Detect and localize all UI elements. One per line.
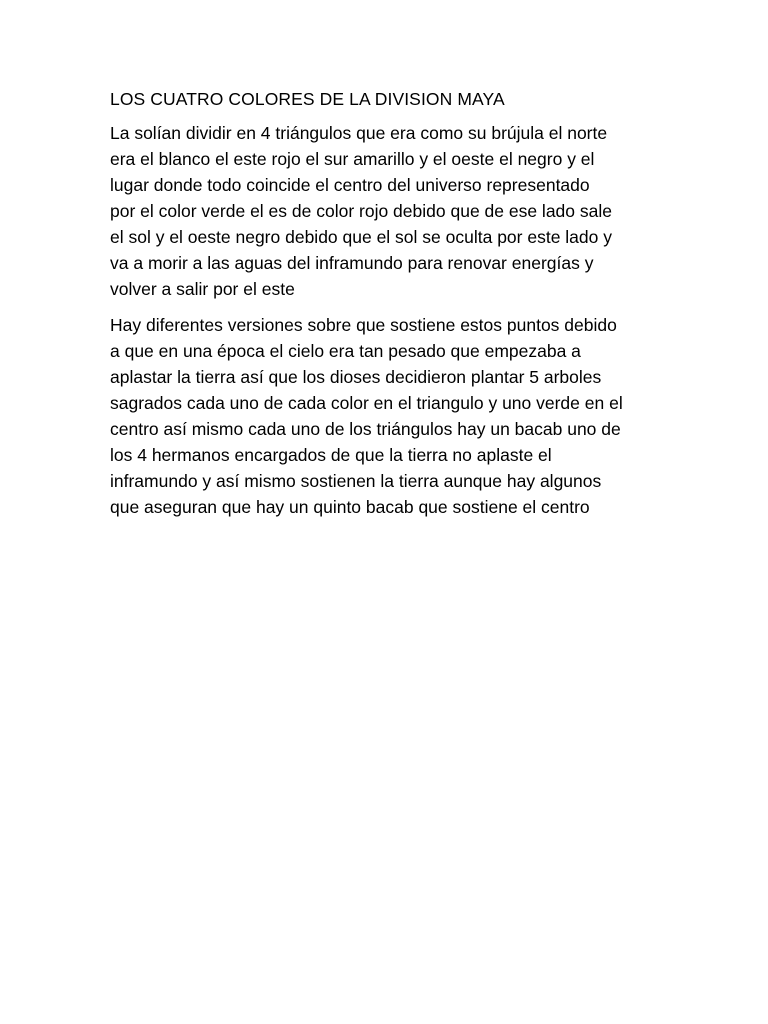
paragraph-line: que aseguran que hay un quinto bacab que sostiene el centro (110, 497, 590, 517)
paragraph-line: a que en una época el cielo era tan pesado que empezaba a (110, 341, 581, 361)
paragraph-line: los 4 hermanos encargados de que la tierra no aplaste el (110, 445, 552, 465)
paragraph-line: va a morir a las aguas del inframundo para renovar energías y (110, 253, 594, 273)
paragraph-line: inframundo y así mismo sostienen la tierra aunque hay algunos (110, 471, 602, 491)
paragraph-line: sagrados cada uno de cada color en el triangulo y uno verde en el (110, 393, 623, 413)
paragraph-2 (110, 312, 670, 520)
document-title: LOS CUATRO COLORES DE LA DIVISION MAYA (110, 89, 505, 109)
paragraph-line: era el blanco el este rojo el sur amarillo y el oeste el negro y el (110, 149, 595, 169)
paragraph-line: lugar donde todo coincide el centro del universo representado (110, 175, 590, 195)
paragraph-line: centro así mismo cada uno de los triángulos hay un bacab uno de (110, 419, 621, 439)
paragraph-line: aplastar la tierra así que los dioses decidieron plantar 5 arboles (110, 367, 602, 387)
paragraph-line: La solían dividir en 4 triángulos que era como su brújula el norte (110, 123, 608, 143)
paragraph-line: volver a salir por el este (110, 279, 295, 299)
paragraph-line: por el color verde el es de color rojo debido que de ese lado sale (110, 201, 612, 221)
document-body (110, 86, 670, 530)
paragraph-1 (110, 120, 670, 302)
paragraph-line: Hay diferentes versiones sobre que sostiene estos puntos debido (110, 315, 617, 335)
paragraph-line: el sol y el oeste negro debido que el sol se oculta por este lado y (110, 227, 612, 247)
